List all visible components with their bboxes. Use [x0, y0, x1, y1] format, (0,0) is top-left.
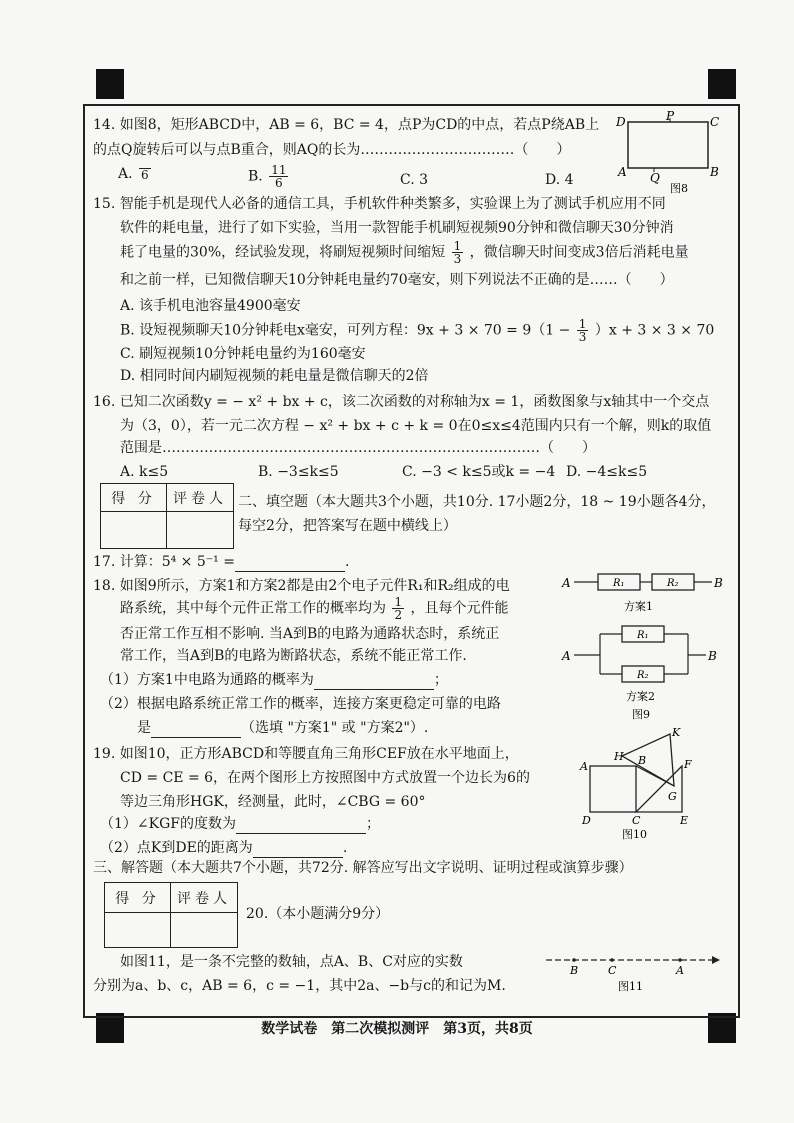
page-footer: 数学试卷 第二次模拟测评 第3页，共8页: [261, 1021, 533, 1037]
q19-line1: 19. 如图10，正方形ABCD和等腰直角三角形CEF放在水平地面上，: [93, 746, 519, 762]
fig9-plan2-label-b: B: [708, 649, 717, 663]
fig10-label-h: H: [614, 750, 624, 763]
fig9-plan2-caption: 方案2: [626, 690, 655, 703]
q18-line3: 否正常工作互相不影响. 当A到B的电路为通路状态时，系统正: [120, 626, 500, 642]
fig10-label-a: A: [580, 760, 588, 773]
fig9-plan2-r1: R₁: [637, 630, 649, 641]
fig11-caption: 图11: [618, 980, 643, 993]
fig10-label-g: G: [668, 790, 677, 803]
fig8-caption: 图8: [670, 182, 688, 195]
fig10-label-b: B: [638, 754, 647, 767]
fig8-label-d: D: [616, 115, 626, 129]
q18-line2: 路系统，其中每个元件正常工作的概率均为 $\frac{1}{2}$ ，且每个元件能: [120, 595, 509, 622]
q17-line: 17. 计算：5⁴ × 5⁻¹ = .: [93, 554, 350, 570]
q15-option-d: D. 相同时间内刷短视频的耗电量是微信聊天的2倍: [120, 368, 429, 384]
q16-option-b: B. −3≤k≤5: [258, 464, 339, 480]
q15-option-c: C. 刷短视频10分钟耗电量约为160毫安: [120, 346, 366, 362]
q19-answer-blank-2[interactable]: [253, 841, 343, 858]
fig11-label-a: A: [676, 964, 684, 977]
section2-heading-line2: 每空2分，把答案写在题中横线上）: [238, 518, 457, 534]
q19-answer-blank-1[interactable]: [236, 817, 366, 834]
figure-10-geometry: [576, 726, 706, 844]
fig9-plan1-r2: R₂: [667, 578, 679, 589]
q15-line2: 软件的耗电量，进行了如下实验，当用一款智能手机刷短视频90分钟和微信聊天30分钟消: [120, 220, 674, 236]
fig8-label-p: P: [666, 110, 675, 123]
fig11-label-c: C: [608, 964, 617, 977]
fig9-plan1-label-b: B: [714, 576, 723, 590]
q15-option-b: B. 设短视频聊天10分钟耗电x毫安，可列方程：9x + 3 × 70 = 9（1 − $\frac{1}{3}$ ）x + 3 × 3 × 70: [120, 317, 715, 344]
q16-option-a: A. k≤5: [120, 464, 169, 480]
q18-answer-blank-1[interactable]: [314, 673, 434, 690]
q15-line3: 耗了电量的30%，经试验发现，将刷短视频时间缩短 $\frac{1}{3}$ ，微信聊天时间变成3倍后消耗电量: [120, 239, 689, 266]
fig8-label-q: Q: [650, 171, 660, 185]
q19-sub2: （2）点K到DE的距离为 .: [100, 840, 348, 856]
q19-sub1: （1）∠KGF的度数为 ；: [100, 816, 380, 832]
fig10-label-e: E: [680, 814, 689, 827]
figure-8-rectangle: [612, 110, 722, 196]
section3-heading: 三、解答题（本大题共7个小题，共72分. 解答应写出文字说明、证明过程或演算步骤）: [93, 860, 633, 876]
score-box-section2: [100, 483, 234, 549]
q18-answer-blank-2[interactable]: [151, 721, 241, 738]
q14-line2: 的点Q旋转后可以与点B重合，则AQ的长为……………………………（ ）: [93, 142, 571, 158]
fig9-plan2-r2: R₂: [637, 670, 649, 681]
q16-line1: 16. 已知二次函数y = − x² + bx + c，该二次函数的对称轴为x = 1，函数图象与x轴其中一个交点: [93, 394, 710, 410]
score-label: 得 分: [101, 484, 167, 512]
fig8-label-a: A: [618, 165, 627, 179]
fig9-plan2-label-a: A: [562, 649, 571, 663]
q15-option-a: A. 该手机电池容量4900毫安: [120, 298, 301, 314]
grader-field[interactable]: [167, 512, 233, 548]
q18-sub2b: 是 （选填 "方案1" 或 "方案2"）.: [137, 720, 429, 736]
score-label: 得 分: [105, 883, 171, 913]
q16-line3: 范围是………………………………………………………………………（ ）: [120, 440, 596, 456]
registration-mark-top-right: [708, 69, 736, 99]
fig10-caption: 图10: [622, 828, 647, 841]
fig8-label-c: C: [710, 115, 720, 129]
q18-sub2: （2）根据电路系统正常工作的概率，连接方案更稳定可靠的电路: [100, 696, 501, 712]
figure-9-circuits: [560, 566, 730, 726]
score-box-q20: [104, 882, 238, 948]
q14-option-b: B. $\frac{11}{6}$: [248, 163, 287, 190]
fig10-label-f: F: [684, 758, 692, 771]
section2-heading-line1: 二、填空题（本大题共3个小题，共10分. 17小题2分，18 ~ 19小题各4分，: [238, 494, 716, 510]
fig8-label-b: B: [710, 165, 719, 179]
q16-option-d: D. −4≤k≤5: [566, 464, 648, 480]
q14-option-c: C. 3: [400, 172, 429, 188]
fig9-plan1-r1: R₁: [613, 578, 625, 589]
grader-label: 评卷人: [171, 883, 237, 913]
fig10-label-k: K: [672, 726, 681, 739]
q18-line1: 18. 如图9所示，方案1和方案2都是由2个电子元件R₁和R₂组成的电: [93, 578, 510, 594]
figure-11-number-line: [540, 950, 720, 994]
q15-line4: 和之前一样，已知微信聊天10分钟耗电量约70毫安，则下列说法不正确的是……（ ）: [120, 272, 674, 288]
fig9-caption: 图9: [632, 708, 650, 721]
q14-option-a: A. 6: [118, 166, 149, 182]
score-field[interactable]: [105, 913, 171, 947]
q16-option-c: C. −3 < k≤5或k = −4: [402, 464, 556, 480]
q18-line4: 常工作，当A到B的电路为断路状态，系统不能正常工作.: [120, 648, 467, 664]
q16-line2: 为（3，0），若一元二次方程 − x² + bx + c + k = 0在0≤x≤4范围内只有一个解，则k的取值: [120, 418, 712, 434]
q18-sub1: （1）方案1中电路为通路的概率为 ；: [100, 672, 448, 688]
q20-line1: 如图11，是一条不完整的数轴，点A、B、C对应的实数: [120, 954, 463, 970]
q15-line1: 15. 智能手机是现代人必备的通信工具，手机软件种类繁多，实验课上为了测试手机应用不同: [93, 196, 666, 212]
fig11-label-b: B: [570, 964, 579, 977]
q19-line2: CD = CE = 6，在两个图形上方按照图中方式放置一个边长为6的: [120, 770, 530, 786]
fig9-plan1-label-a: A: [562, 576, 571, 590]
q14-option-d: D. 4: [545, 172, 574, 188]
fig10-label-d: D: [582, 814, 591, 827]
fig10-label-c: C: [632, 814, 641, 827]
q20-header: 20.（本小题满分9分）: [246, 906, 390, 922]
q19-line3: 等边三角形HGK，经测量，此时，∠CBG = 60°: [120, 794, 426, 810]
fig9-plan1-caption: 方案1: [624, 600, 653, 613]
q20-line2: 分别为a、b、c，AB = 6，c = −1，其中2a、−b与c的和记为M.: [93, 978, 506, 994]
registration-mark-top-left: [96, 69, 124, 99]
score-field[interactable]: [101, 512, 167, 548]
grader-field[interactable]: [171, 913, 237, 947]
grader-label: 评卷人: [167, 484, 233, 512]
q17-answer-blank[interactable]: [235, 555, 345, 572]
q14-line1: 14. 如图8，矩形ABCD中，AB = 6，BC = 4，点P为CD的中点，若点P绕AB上: [93, 117, 600, 133]
